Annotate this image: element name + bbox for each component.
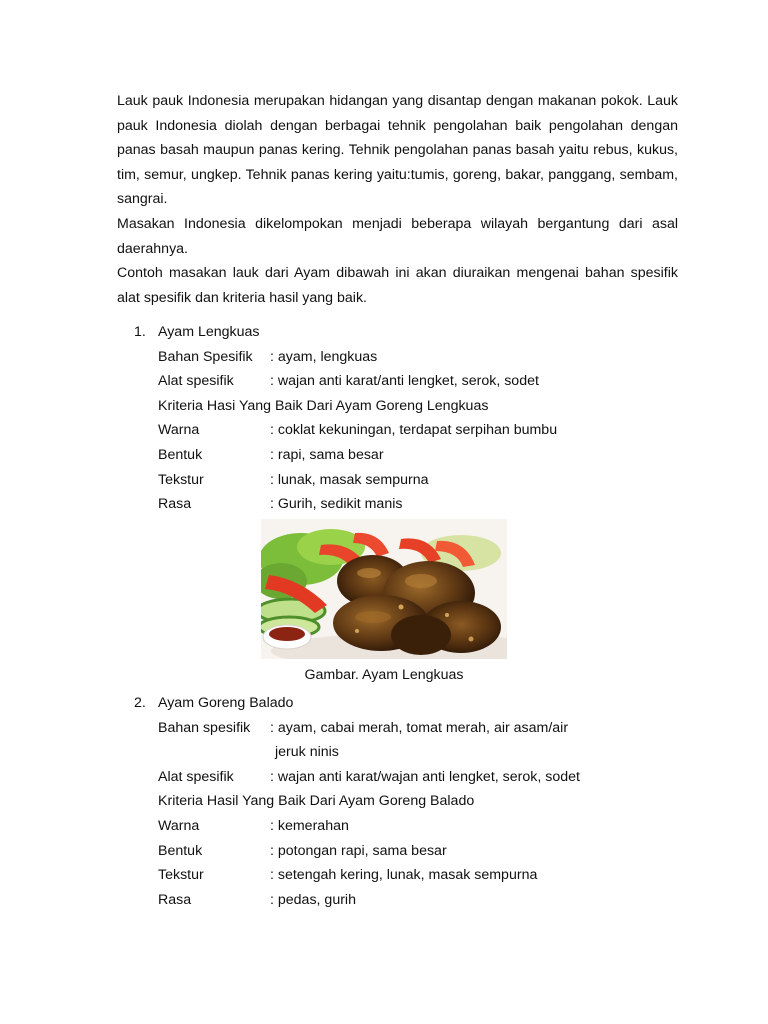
bahan-value: : ayam, lengkuas bbox=[270, 348, 378, 365]
bahan-label: Bahan spesifik bbox=[158, 719, 251, 736]
rasa-label: Rasa bbox=[158, 891, 192, 908]
image-caption: Gambar. Ayam Lengkuas bbox=[304, 667, 464, 683]
bahan-value: : ayam, cabai merah, tomat merah, air asam/air bbox=[270, 719, 569, 736]
item-title-text: Ayam Goreng Balado bbox=[158, 695, 294, 711]
tekstur-row bbox=[158, 863, 694, 888]
recipe-item-ayam-goreng-balado bbox=[134, 691, 694, 912]
bahan-label: Bahan Spesifik bbox=[158, 348, 253, 365]
rasa-label: Rasa bbox=[158, 496, 192, 513]
kriteria-heading: Kriteria Hasil Yang Baik Dari Ayam Goreng Balado bbox=[158, 793, 475, 810]
intro-paragraph-1: Lauk pauk Indonesia merupakan hidangan yang disantap dengan makanan pokok. Lauk pauk Indonesia diolah dengan berbagai tehnik pengolahan baik pengolahan dengan panas basah maupun panas kering. Tehnik pengolahan panas basah yaitu rebus, kukus, tim, semur, ungkep. Tehnik panas kering yaitu:tumis, goreng, bakar, panggang, sembam, sangrai. bbox=[117, 93, 678, 208]
bentuk-label: Bentuk bbox=[158, 446, 203, 463]
item-title bbox=[134, 691, 694, 716]
rasa-row bbox=[158, 888, 694, 913]
tekstur-value: : setengah kering, lunak, masak sempurna bbox=[270, 867, 538, 884]
intro-paragraph-2: Masakan Indonesia dikelompokan menjadi beberapa wilayah bergantung dari asal daerahnya. bbox=[117, 215, 678, 257]
item-number: 2. bbox=[134, 695, 146, 711]
tekstur-label: Tekstur bbox=[158, 471, 204, 488]
bahan-value-continued: jeruk ninis bbox=[275, 744, 339, 761]
bentuk-value: : rapi, sama besar bbox=[270, 446, 384, 463]
item-number: 1. bbox=[134, 324, 146, 340]
bentuk-value: : potongan rapi, sama besar bbox=[270, 842, 447, 859]
bahan-row bbox=[158, 716, 694, 741]
bentuk-row bbox=[158, 443, 694, 468]
warna-label: Warna bbox=[158, 817, 200, 834]
item-title bbox=[134, 320, 694, 345]
bahan-row bbox=[158, 345, 694, 370]
tekstur-row bbox=[158, 468, 694, 493]
tekstur-label: Tekstur bbox=[158, 867, 204, 884]
fried-chicken-image bbox=[261, 519, 507, 659]
warna-value: : kemerahan bbox=[270, 817, 349, 834]
recipe-item-ayam-lengkuas bbox=[134, 320, 694, 517]
warna-row bbox=[158, 814, 694, 839]
alat-row bbox=[158, 369, 694, 394]
kriteria-heading: Kriteria Hasi Yang Baik Dari Ayam Goreng Lengkuas bbox=[158, 397, 489, 414]
alat-value: : wajan anti karat/anti lengket, serok, sodet bbox=[270, 373, 539, 390]
warna-label: Warna bbox=[158, 422, 200, 439]
warna-row bbox=[158, 418, 694, 443]
rasa-value: : Gurih, sedikit manis bbox=[270, 496, 403, 513]
alat-row bbox=[158, 765, 694, 790]
ayam-lengkuas-photo bbox=[261, 519, 507, 659]
rasa-value: : pedas, gurih bbox=[270, 891, 356, 908]
alat-label: Alat spesifik bbox=[158, 373, 234, 390]
tekstur-value: : lunak, masak sempurna bbox=[270, 471, 429, 488]
rasa-row bbox=[158, 492, 694, 517]
intro-paragraph-3: Contoh masakan lauk dari Ayam dibawah ini akan diuraikan mengenai bahan spesifik alat spesifik dan kriteria hasil yang baik. bbox=[117, 265, 678, 306]
item-title-text: Ayam Lengkuas bbox=[158, 324, 260, 340]
bentuk-label: Bentuk bbox=[158, 842, 203, 859]
alat-value: : wajan anti karat/wajan anti lengket, serok, sodet bbox=[270, 768, 580, 785]
warna-value: : coklat kekuningan, terdapat serpihan bumbu bbox=[270, 422, 558, 439]
intro-text bbox=[117, 89, 678, 310]
alat-label: Alat spesifik bbox=[158, 768, 234, 785]
bentuk-row bbox=[158, 839, 694, 864]
